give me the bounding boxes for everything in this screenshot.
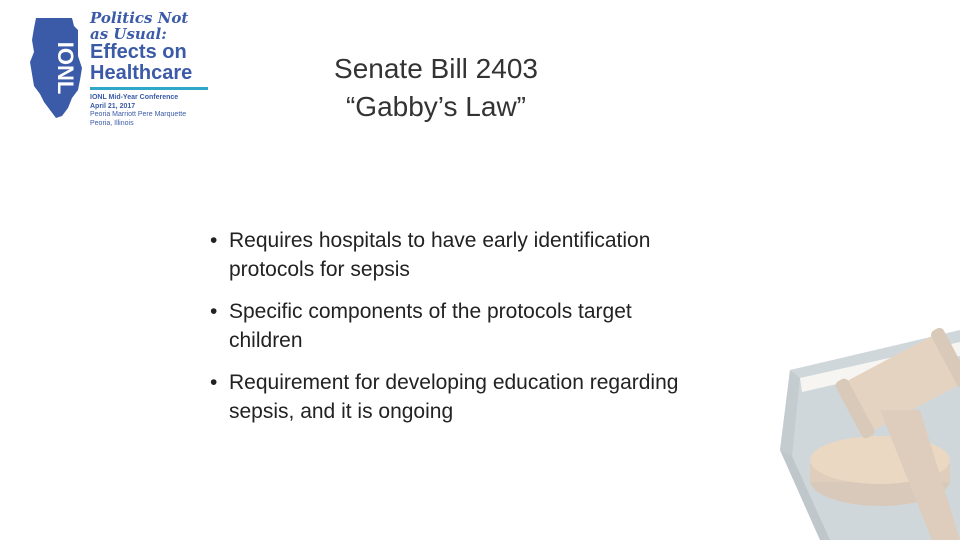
logo-state-text: IONL [53,41,78,95]
logo-line-3: Effects on [90,41,187,63]
bullet-item [210,368,690,426]
logo-line-1: Politics Not [90,9,189,27]
bullet-icon: • [210,229,218,252]
bullet-list [210,226,690,439]
slide-title-line-1: Senate Bill 2403 [334,53,538,84]
logo-conference-date: April 21, 2017 [90,102,136,110]
logo-line-2: as Usual: [90,25,167,43]
illinois-map-icon [28,16,88,120]
slide-title-line-2: “Gabby’s Law” [345,91,526,122]
bullet-text: Requirement for developing education regarding sepsis, and it is ongoing [229,371,679,423]
bullet-icon: • [210,300,218,323]
bullet-icon: • [210,371,218,394]
conference-logo [14,6,214,127]
logo-conference-city: Peoria, Illinois [90,119,134,127]
bullet-item [210,226,690,284]
logo-divider [90,87,208,90]
logo-line-4: Healthcare [90,62,193,84]
slide-title [280,50,592,126]
bullet-text: Requires hospitals to have early identification protocols for sepsis [229,229,651,281]
logo-conference-name: IONL Mid-Year Conference [90,94,179,101]
gavel-book-image [760,260,960,540]
bullet-text: Specific components of the protocols target children [229,300,632,352]
logo-conference-venue: Peoria Marriott Pere Marquette [90,111,187,118]
logo-text-block [90,10,230,128]
bullet-item [210,297,690,355]
